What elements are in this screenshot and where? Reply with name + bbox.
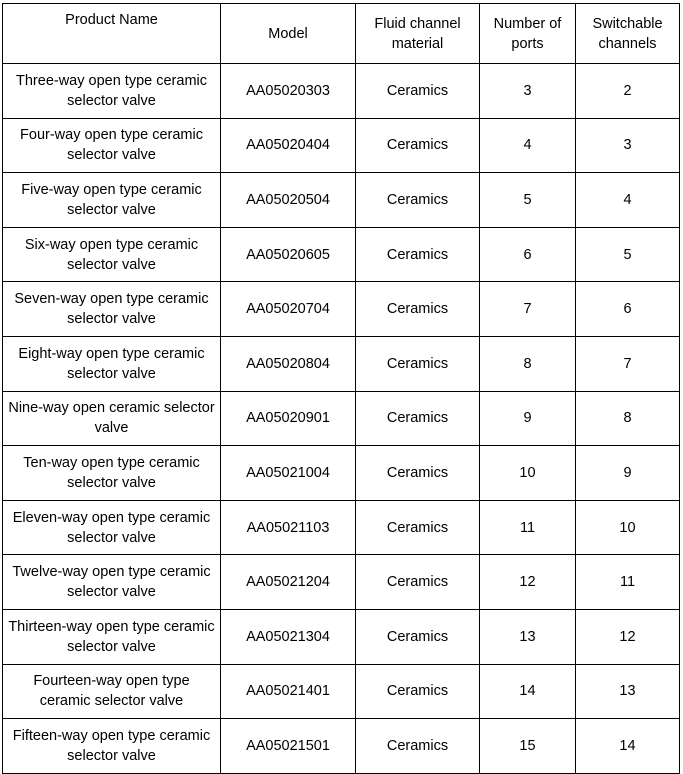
cell-switchable-channels: 12: [576, 609, 680, 664]
cell-fluid-channel-material: Ceramics: [356, 173, 480, 228]
cell-fluid-channel-material: Ceramics: [356, 282, 480, 337]
cell-fluid-channel-material: Ceramics: [356, 391, 480, 446]
cell-product-name: Five-way open type ceramic selector valve: [3, 173, 221, 228]
cell-model: AA05021401: [221, 664, 356, 719]
cell-model: AA05020804: [221, 336, 356, 391]
table-row: [3, 227, 680, 282]
product-spec-table: [2, 3, 680, 774]
cell-model: AA05020504: [221, 173, 356, 228]
cell-product-name: Eleven-way open type ceramic selector valve: [3, 500, 221, 555]
table-row: [3, 282, 680, 337]
cell-fluid-channel-material: Ceramics: [356, 118, 480, 173]
cell-model: AA05021004: [221, 446, 356, 501]
cell-product-name: Fifteen-way open type ceramic selector valve: [3, 719, 221, 774]
header-product-name: Product Name: [3, 4, 221, 64]
table-header: [3, 4, 680, 64]
header-row: [3, 4, 680, 64]
cell-model: AA05021501: [221, 719, 356, 774]
cell-fluid-channel-material: Ceramics: [356, 446, 480, 501]
cell-number-of-ports: 8: [480, 336, 576, 391]
cell-fluid-channel-material: Ceramics: [356, 227, 480, 282]
table-row: [3, 719, 680, 774]
cell-product-name: Eight-way open type ceramic selector valve: [3, 336, 221, 391]
table-row: [3, 173, 680, 228]
cell-fluid-channel-material: Ceramics: [356, 336, 480, 391]
cell-number-of-ports: 12: [480, 555, 576, 610]
cell-number-of-ports: 7: [480, 282, 576, 337]
table-row: [3, 555, 680, 610]
cell-number-of-ports: 15: [480, 719, 576, 774]
cell-model: AA05020605: [221, 227, 356, 282]
cell-model: AA05021103: [221, 500, 356, 555]
cell-number-of-ports: 14: [480, 664, 576, 719]
cell-product-name: Ten-way open type ceramic selector valve: [3, 446, 221, 501]
cell-product-name: Four-way open type ceramic selector valve: [3, 118, 221, 173]
cell-model: AA05020404: [221, 118, 356, 173]
header-number-of-ports: Number of ports: [480, 4, 576, 64]
cell-fluid-channel-material: Ceramics: [356, 664, 480, 719]
header-fluid-channel-material: Fluid channel material: [356, 4, 480, 64]
table-body: [3, 64, 680, 774]
cell-switchable-channels: 4: [576, 173, 680, 228]
header-switchable-channels: Switchable channels: [576, 4, 680, 64]
cell-number-of-ports: 4: [480, 118, 576, 173]
cell-switchable-channels: 9: [576, 446, 680, 501]
table-row: [3, 609, 680, 664]
cell-switchable-channels: 6: [576, 282, 680, 337]
table-row: [3, 391, 680, 446]
cell-product-name: Six-way open type ceramic selector valve: [3, 227, 221, 282]
cell-model: AA05020303: [221, 64, 356, 119]
table-row: [3, 64, 680, 119]
table-row: [3, 118, 680, 173]
cell-model: AA05020704: [221, 282, 356, 337]
cell-model: AA05021304: [221, 609, 356, 664]
cell-switchable-channels: 10: [576, 500, 680, 555]
table-row: [3, 446, 680, 501]
cell-product-name: Three-way open type ceramic selector valve: [3, 64, 221, 119]
cell-fluid-channel-material: Ceramics: [356, 609, 480, 664]
cell-switchable-channels: 14: [576, 719, 680, 774]
cell-number-of-ports: 11: [480, 500, 576, 555]
cell-product-name: Twelve-way open type ceramic selector valve: [3, 555, 221, 610]
cell-number-of-ports: 10: [480, 446, 576, 501]
cell-fluid-channel-material: Ceramics: [356, 64, 480, 119]
cell-product-name: Nine-way open ceramic selector valve: [3, 391, 221, 446]
cell-switchable-channels: 8: [576, 391, 680, 446]
cell-number-of-ports: 5: [480, 173, 576, 228]
cell-switchable-channels: 3: [576, 118, 680, 173]
cell-switchable-channels: 13: [576, 664, 680, 719]
cell-switchable-channels: 2: [576, 64, 680, 119]
cell-number-of-ports: 3: [480, 64, 576, 119]
table-row: [3, 336, 680, 391]
table-row: [3, 664, 680, 719]
cell-fluid-channel-material: Ceramics: [356, 555, 480, 610]
table-row: [3, 500, 680, 555]
cell-switchable-channels: 5: [576, 227, 680, 282]
cell-number-of-ports: 13: [480, 609, 576, 664]
cell-number-of-ports: 6: [480, 227, 576, 282]
cell-number-of-ports: 9: [480, 391, 576, 446]
cell-model: AA05020901: [221, 391, 356, 446]
cell-switchable-channels: 7: [576, 336, 680, 391]
cell-fluid-channel-material: Ceramics: [356, 719, 480, 774]
cell-product-name: Fourteen-way open type ceramic selector valve: [3, 664, 221, 719]
cell-product-name: Seven-way open type ceramic selector valve: [3, 282, 221, 337]
cell-switchable-channels: 11: [576, 555, 680, 610]
cell-model: AA05021204: [221, 555, 356, 610]
cell-product-name: Thirteen-way open type ceramic selector valve: [3, 609, 221, 664]
header-model: Model: [221, 4, 356, 64]
cell-fluid-channel-material: Ceramics: [356, 500, 480, 555]
